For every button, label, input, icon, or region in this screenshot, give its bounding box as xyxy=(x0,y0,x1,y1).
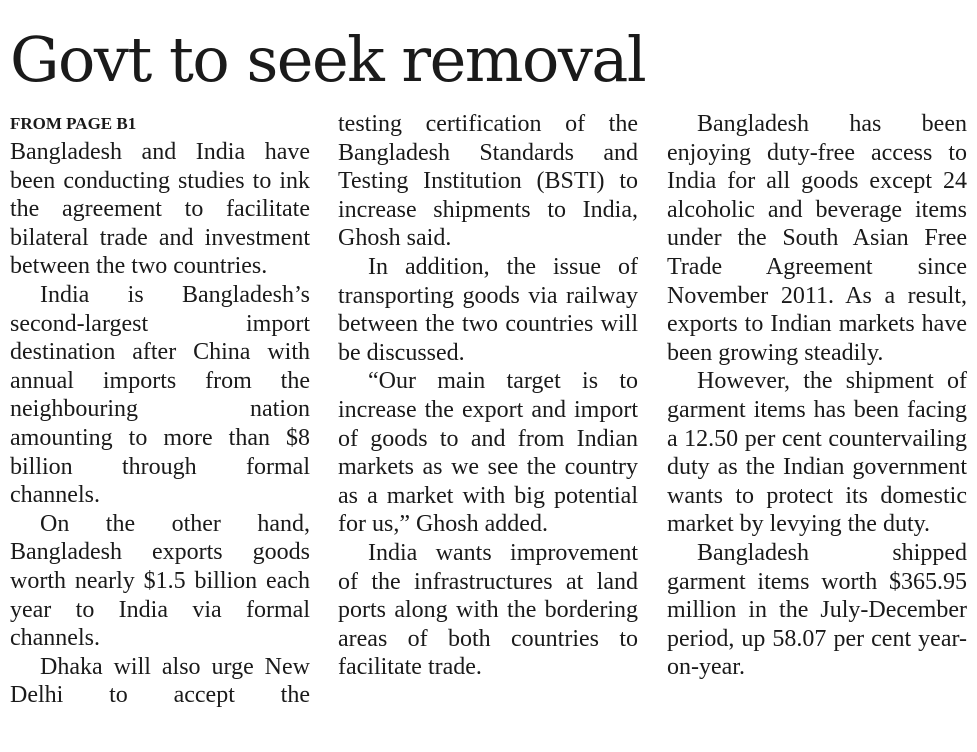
headline: Govt to seek removal xyxy=(10,23,646,96)
article-paragraph: However, the shipment of garment items has been facing a 12.50 per cent countervailing duty as the Indian government wants to protect its domestic market by levying the duty. xyxy=(667,368,967,538)
article-paragraph: In addition, the issue of transporting goods via railway between the two countries will be discussed. xyxy=(338,253,638,366)
article-paragraph: “Our main target is to increase the export and import of goods to and from Indian markets as we see the country as a market with big potential for us,” Ghosh added. xyxy=(338,368,638,538)
article-column-2 xyxy=(338,110,638,752)
article-paragraph: India is Bangladesh’s second-largest import destination after China with annual imports from the neighbouring nation amounting to more than $8 billion through formal channels. xyxy=(10,281,310,509)
kicker-from-page: FROM PAGE B1 xyxy=(10,114,137,133)
article-column-1 xyxy=(10,110,310,752)
article-paragraph: On the other hand, Bangladesh exports goods worth nearly $1.5 billion each year to India via formal channels. xyxy=(10,510,310,652)
article-paragraph: Bangladesh shipped garment items worth $365.95 million in the July-December period, up 58.07 per cent year-on-year. xyxy=(667,539,967,681)
article-paragraph: Dhaka will also urge New Delhi to accept the xyxy=(10,653,310,709)
article-column-3 xyxy=(667,110,967,752)
article-paragraph: testing certification of the Bangladesh Standards and Testing Institution (BSTI) to increase shipments to India, Ghosh said. xyxy=(338,111,638,252)
article-paragraph: India wants improvement of the infrastructures at land ports along with the bordering areas of both countries to facilitate trade. xyxy=(338,539,638,681)
article-paragraph: Bangladesh and India have been conducting studies to ink the agreement to facilitate bilateral trade and investment between the two countries. xyxy=(10,139,310,280)
article-paragraph: Bangladesh has been enjoying duty-free access to India for all goods except 24 alcoholic and beverage items under the South Asian Free Trade Agreement since November 2011. As a result, exports to Indian markets have been growing steadily. xyxy=(667,111,967,366)
